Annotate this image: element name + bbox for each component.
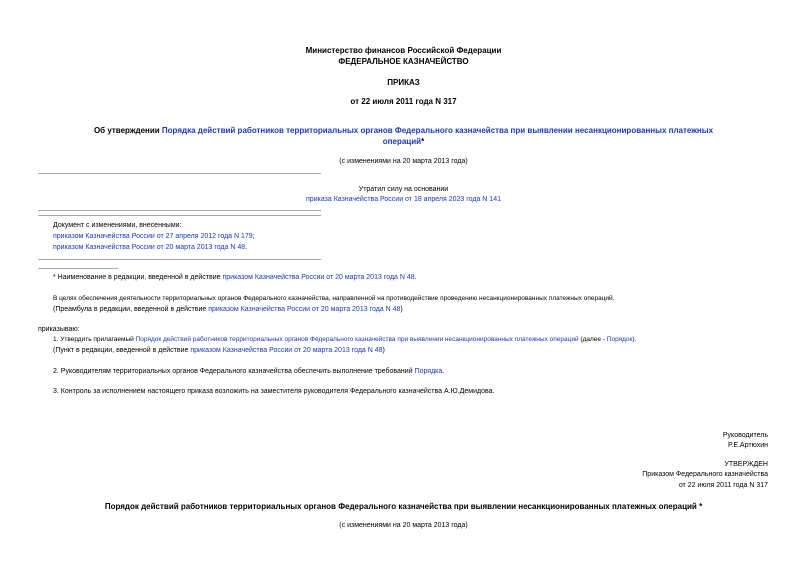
lost-force-link[interactable]: приказа Казначейства России от 18 апреля 2023 года N 141 [306, 196, 501, 203]
treasury-heading: ФЕДЕРАЛЬНОЕ КАЗНАЧЕЙСТВО [338, 57, 469, 66]
amendment-sep: . [245, 244, 248, 251]
title-prefix: Об утверждении [93, 126, 162, 135]
doc-date: от 22 июля 2011 года N 317 [350, 97, 457, 106]
title-link-procedure-cont[interactable]: операций [382, 137, 422, 146]
document-title-line2 [0, 137, 807, 147]
item-1-procedure-short-link[interactable]: Порядок [606, 336, 633, 343]
item-1-end: ). [632, 336, 637, 343]
lost-force-text: Утратил силу на основании [358, 186, 449, 193]
divider [38, 173, 321, 174]
item-2-end: . [442, 368, 445, 375]
preamble-note-end: ) [400, 306, 403, 313]
preamble-note-link[interactable]: приказом Казначейства России от 20 марта 2013 года N 48 [208, 306, 401, 313]
appendix-changes-note: (с изменениями на 20 марта 2013 года) [339, 522, 468, 529]
divider [38, 215, 321, 216]
item-1-note [53, 346, 385, 355]
item-1-prefix: 1. Утвердить прилагаемый [53, 336, 136, 343]
amendment-sep: ; [252, 233, 255, 240]
lost-force-line [0, 195, 807, 204]
title-link-procedure[interactable]: Порядка действий работников территориальных органов Федерального казначейства при выявлении несанкционированных платежных [161, 126, 714, 135]
amendments-label: Документ с изменениями, внесенными: [53, 222, 182, 229]
divider [38, 259, 321, 260]
item-1-note-prefix: (Пункт в редакции, введенной в действие [53, 347, 191, 354]
order-word: приказываю: [38, 326, 80, 333]
preamble-text: В целях обеспечения деятельности территориальных органов Федерального казначейства, направленной на противодействие проведению несанкционированных платежных операций. [53, 295, 615, 302]
title-asterisk: * [421, 137, 425, 146]
appendix-title: Порядок действий работников территориальных органов Федерального казначейства при выявлении несанкционированных платежных операций * [104, 502, 703, 511]
item-2-procedure-link[interactable]: Порядка [414, 368, 443, 375]
footnote-end: . [414, 274, 417, 281]
preamble-note [53, 305, 403, 314]
item-1-note-link[interactable]: приказом Казначейства России от 20 марта 2013 года N 48 [190, 347, 383, 354]
item-3: 3. Контроль за исполнением настоящего приказа возложить на заместителя руководителя Федерального казначейства А.Ю.Демидова. [53, 388, 495, 395]
approved-label: УТВЕРЖДЕН [724, 461, 768, 468]
signature-role: Руководитель [722, 432, 768, 439]
item-1 [53, 335, 636, 344]
preamble-note-prefix: (Преамбула в редакции, введенной в действие [53, 306, 209, 313]
footnote-divider [38, 268, 118, 269]
document-title [0, 126, 807, 136]
title-changes-note: (с изменениями на 20 марта 2013 года) [339, 158, 468, 165]
divider [38, 210, 321, 211]
item-2 [53, 367, 444, 376]
item-1-note-end: ) [382, 347, 385, 354]
doc-type: ПРИКАЗ [387, 78, 420, 87]
footnote-text: * Наименование в редакции, введенной в действие [53, 274, 223, 281]
footnote-link[interactable]: приказом Казначейства России от 20 марта 2013 года N 48 [222, 274, 415, 281]
ministry-heading: Министерство финансов Российской Федерации [305, 46, 502, 55]
amendment-item [53, 232, 255, 241]
item-1-procedure-link[interactable]: Порядок действий работников территориальных органов Федерального казначейства при выявлении несанкционированных платежных операций [135, 336, 579, 343]
item-2-prefix: 2. Руководителям территориальных органов Федерального казначейства обеспечить выполнение требований [53, 368, 415, 375]
amendment-link-2012[interactable]: приказом Казначейства России от 27 апреля 2012 года N 179 [53, 233, 253, 240]
item-1-mid: (далее - [578, 336, 607, 343]
amendment-link-2013[interactable]: приказом Казначейства России от 20 марта 2013 года N 48 [53, 244, 246, 251]
amendment-item [53, 243, 247, 252]
approved-line2: от 22 июля 2011 года N 317 [678, 482, 768, 489]
approved-line1: Приказом Федерального казначейства [642, 471, 768, 478]
footnote [53, 273, 417, 282]
signature-name: Р.Е.Артюхин [728, 442, 768, 449]
